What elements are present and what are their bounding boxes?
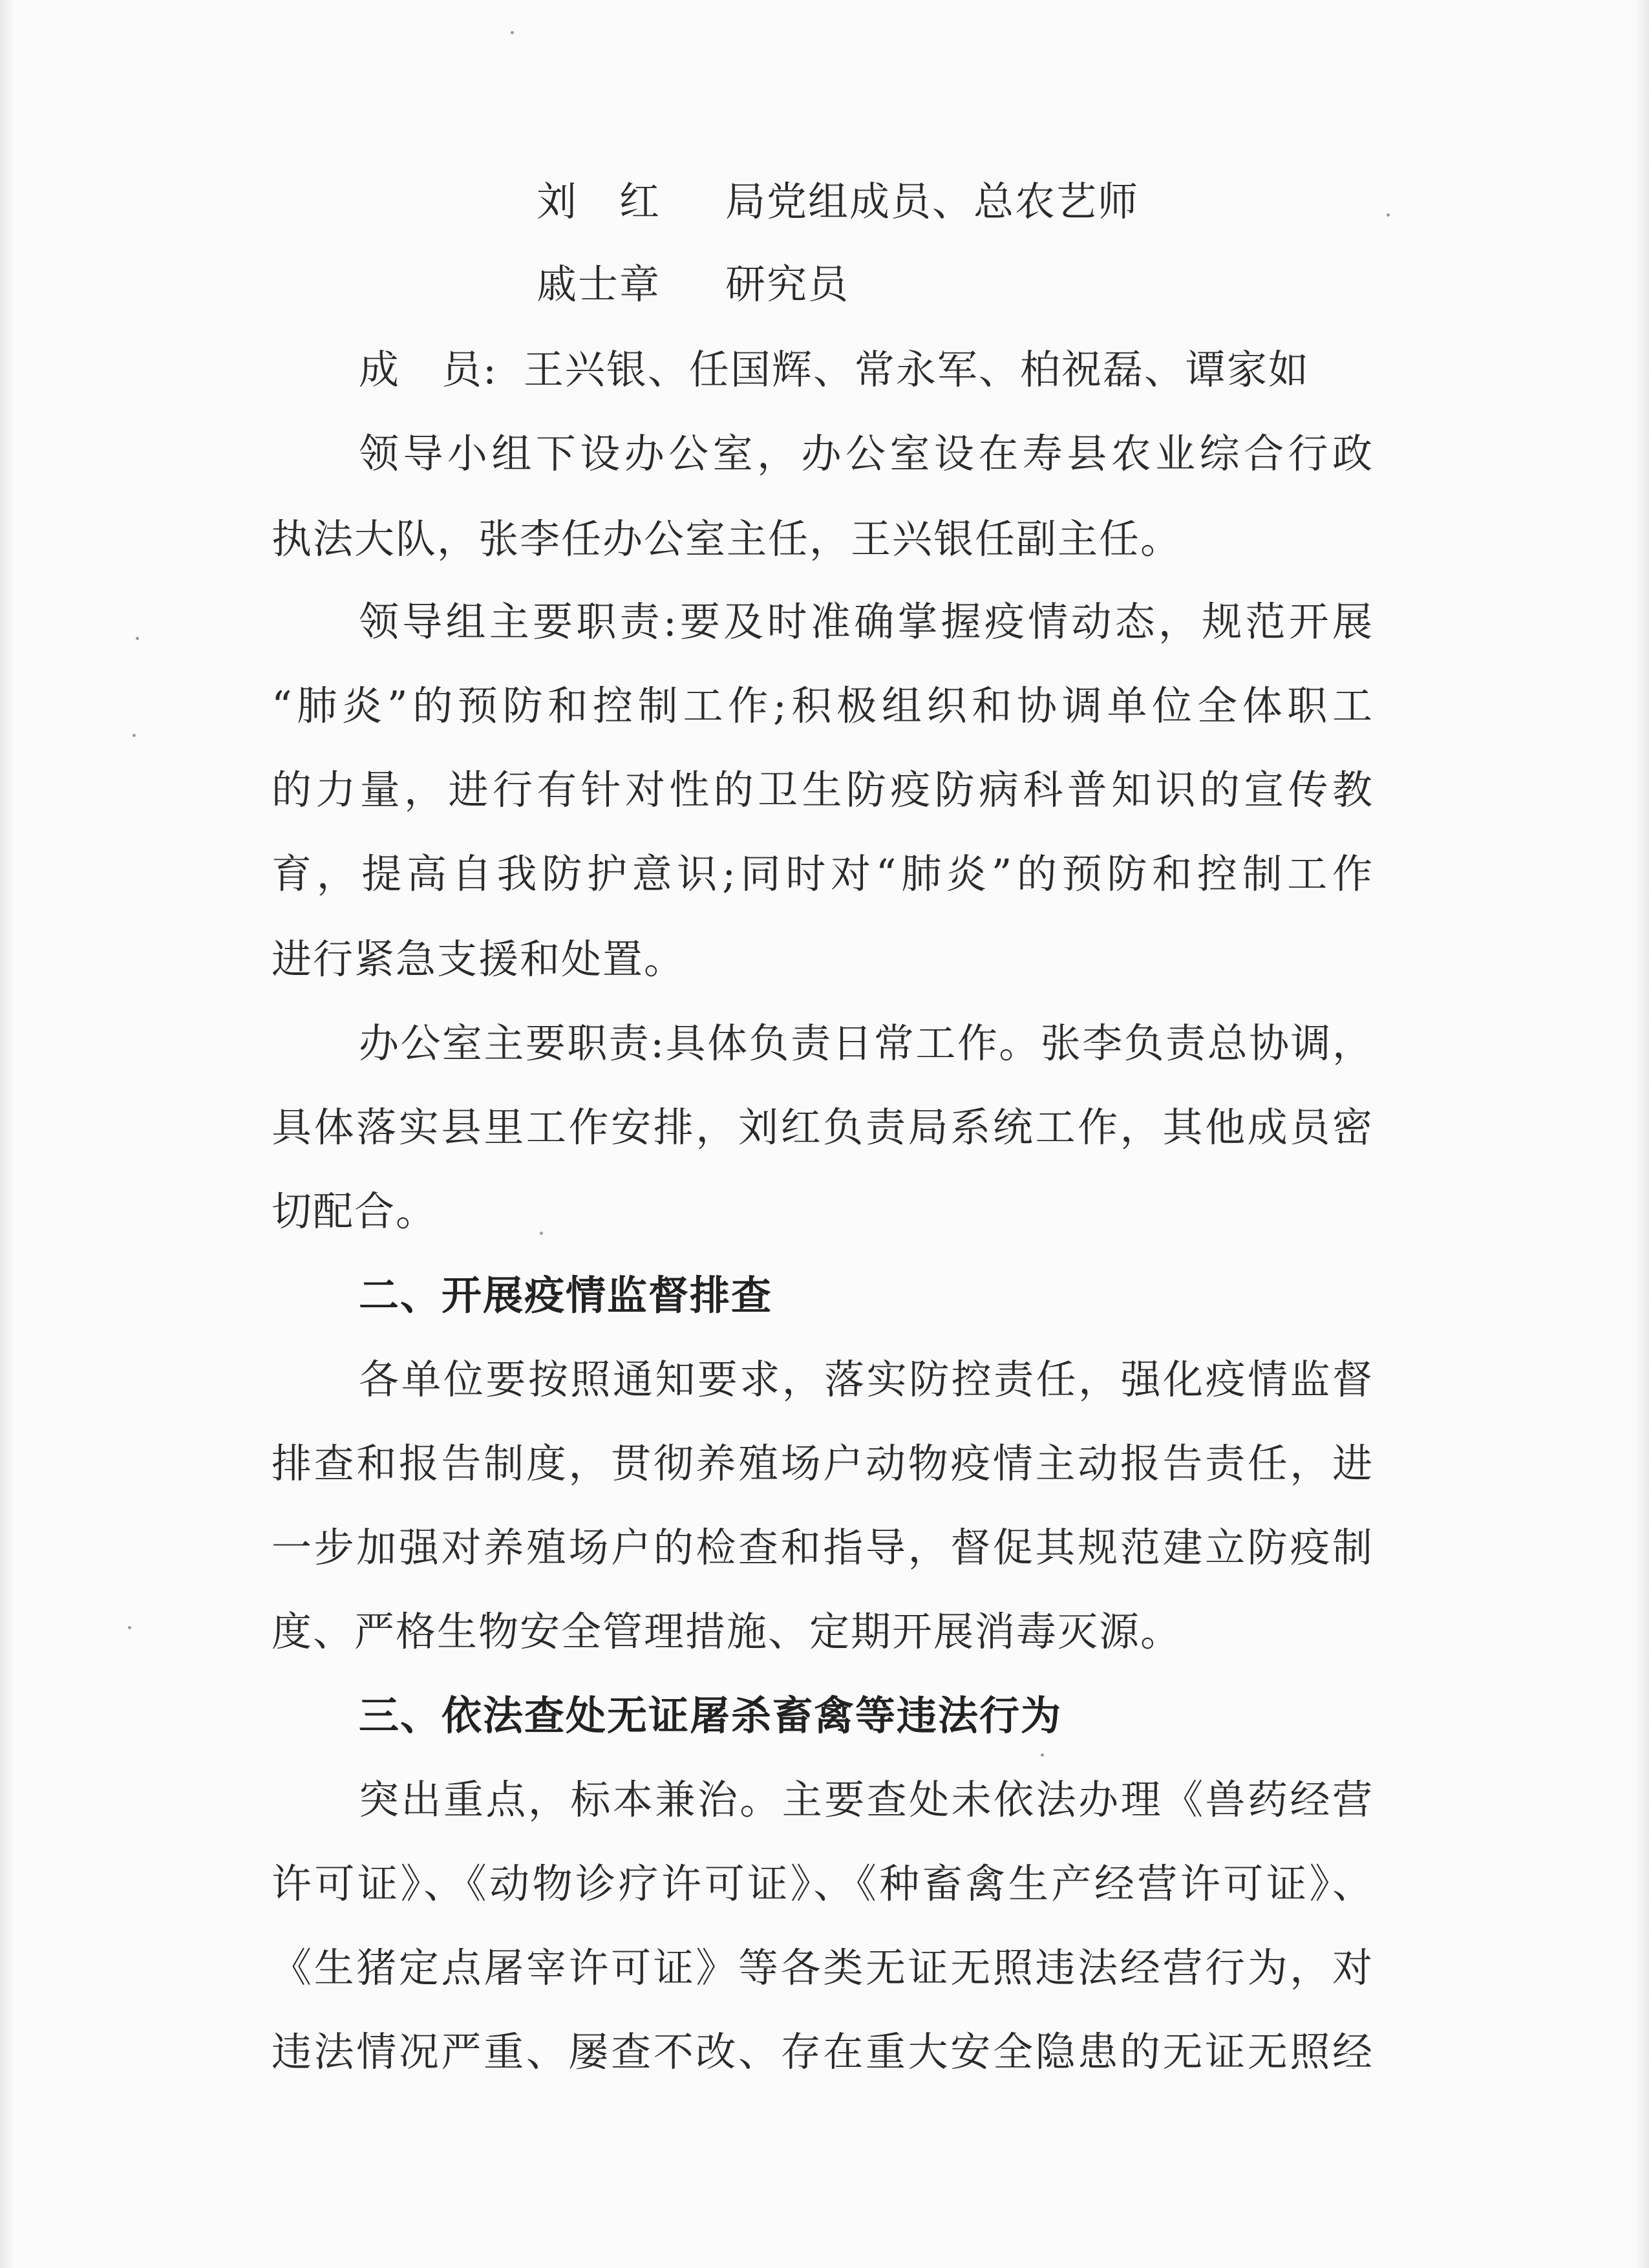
scan-speck xyxy=(136,637,139,640)
members-line xyxy=(359,337,1310,395)
members-names: 王兴银、任国辉、常永军、柏祝磊、谭家如 xyxy=(523,346,1310,393)
scan-edge-left xyxy=(0,0,14,2268)
paragraph-line: 进行紧急支援和处置。 xyxy=(271,936,686,983)
paragraph-line: 领导组主要职责:要及时准确掌握疫情动态，规范开展 xyxy=(359,598,1374,645)
paragraph-line: 的力量，进行有针对性的卫生防疫防病科普知识的宣传教 xyxy=(271,766,1374,813)
leader-name: 刘 红 xyxy=(537,178,661,225)
paragraph-line: 《生猪定点屠宰许可证》等各类无证无照违法经营行为，对 xyxy=(271,1944,1374,1991)
paragraph-line: 突出重点，标本兼治。主要查处未依法办理《兽药经营 xyxy=(359,1776,1374,1823)
scan-speck xyxy=(511,31,514,34)
section-heading: 二、开展疫情监督排查 xyxy=(359,1272,773,1319)
leader-role: 研究员 xyxy=(725,261,850,308)
paragraph-line: 具体落实县里工作安排，刘红负责局系统工作，其他成员密 xyxy=(271,1104,1374,1151)
scan-edge-right xyxy=(1635,0,1649,2268)
members-label: 成 员: xyxy=(359,346,498,393)
paragraph-line: 办公室主要职责:具体负责日常工作。张李负责总协调， xyxy=(359,1020,1374,1067)
scan-speck xyxy=(133,734,136,737)
paragraph-line: 领导小组下设办公室，办公室设在寿县农业综合行政 xyxy=(359,430,1374,477)
paragraph-line: “肺炎”的预防和控制工作;积极组织和协调单位全体职工 xyxy=(271,682,1374,729)
paragraph-line: 排查和报告制度，贯彻养殖场户动物疫情主动报告责任，进 xyxy=(271,1440,1374,1487)
scan-speck xyxy=(1041,1753,1044,1757)
leader-role: 局党组成员、总农艺师 xyxy=(725,178,1140,225)
paragraph-line: 许可证》、《动物诊疗许可证》、《种畜禽生产经营许可证》、 xyxy=(271,1860,1374,1907)
leader-line xyxy=(537,169,1139,227)
paragraph-line: 违法情况严重、屡查不改、存在重大安全隐患的无证无照经 xyxy=(271,2028,1374,2075)
leader-line xyxy=(537,252,849,310)
scan-speck xyxy=(128,1626,131,1629)
paragraph-line: 切配合。 xyxy=(271,1188,438,1235)
paragraph-line: 育，提高自我防护意识;同时对“肺炎”的预防和控制工作 xyxy=(271,850,1374,897)
paragraph-line: 执法大队，张李任办公室主任，王兴银任副主任。 xyxy=(271,515,1182,562)
paragraph-line: 各单位要按照通知要求，落实防控责任，强化疫情监督 xyxy=(359,1356,1374,1403)
paragraph-line: 度、严格生物安全管理措施、定期开展消毒灭源。 xyxy=(271,1608,1182,1655)
paragraph-line: 一步加强对养殖场户的检查和指导，督促其规范建立防疫制 xyxy=(271,1524,1374,1571)
leader-name: 戚士章 xyxy=(537,261,661,308)
scan-speck xyxy=(1387,213,1390,217)
section-heading: 三、依法查处无证屠杀畜禽等违法行为 xyxy=(359,1692,1063,1739)
scan-speck xyxy=(540,1232,543,1235)
